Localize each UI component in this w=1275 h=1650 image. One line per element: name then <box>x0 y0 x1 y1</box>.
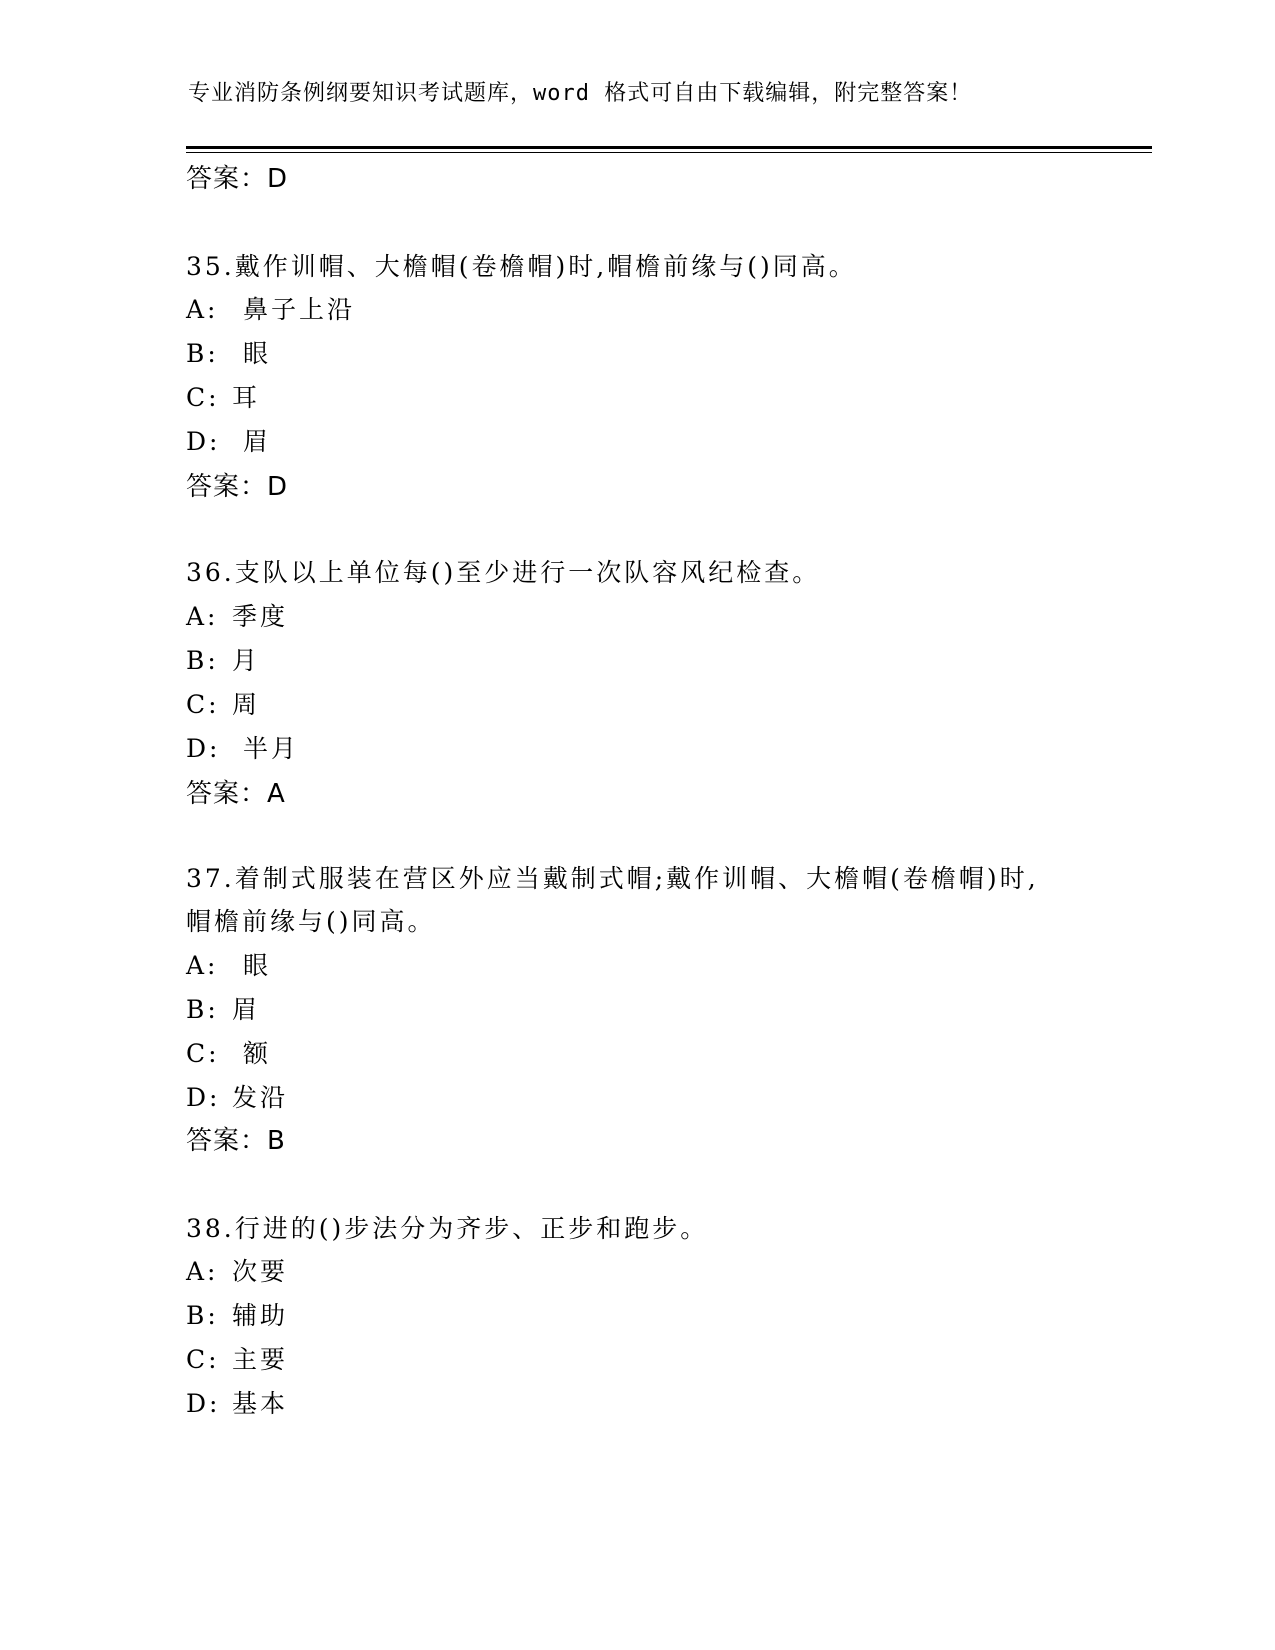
option-b <box>186 334 271 370</box>
option-label: D: <box>186 1389 221 1418</box>
option-a <box>186 290 355 326</box>
option-text: 半月 <box>232 734 299 763</box>
option-a <box>186 597 288 633</box>
option-text: 周 <box>232 690 261 719</box>
option-d <box>186 1384 288 1420</box>
option-text: 耳 <box>232 383 261 412</box>
option-label: B: <box>186 995 219 1024</box>
option-label: A: <box>186 951 219 980</box>
option-label: C: <box>186 1345 220 1374</box>
option-text: 主要 <box>232 1345 289 1374</box>
option-text: 月 <box>232 646 261 675</box>
option-c <box>186 1340 288 1376</box>
option-d <box>186 729 299 765</box>
option-text: 眼 <box>232 951 271 980</box>
option-text: 发沿 <box>232 1083 289 1112</box>
option-label: B: <box>186 646 219 675</box>
question-stem-continued: 帽檐前缘与()同高。 <box>186 907 436 936</box>
option-label: C: <box>186 383 220 412</box>
question-stem: 38.行进的()步法分为齐步、正步和跑步。 <box>186 1214 709 1243</box>
option-b <box>186 641 260 677</box>
option-label: B: <box>186 339 219 368</box>
option-label: A: <box>186 295 219 324</box>
option-c <box>186 378 260 414</box>
option-label: D: <box>186 1083 221 1112</box>
header-rule-thin <box>186 152 1152 153</box>
answer-line: 答案：A <box>186 779 286 809</box>
page-header: 专业消防条例纲要知识考试题库，word 格式可自由下载编辑，附完整答案！ <box>188 81 973 106</box>
option-b <box>186 990 260 1026</box>
option-b <box>186 1296 288 1332</box>
question-stem: 36.支队以上单位每()至少进行一次队容风纪检查。 <box>186 558 821 587</box>
answer-line: 答案：B <box>186 1126 286 1156</box>
option-text: 眉 <box>232 427 271 456</box>
question-stem: 37.着制式服装在营区外应当戴制式帽;戴作训帽、大檐帽(卷檐帽)时, <box>186 864 1039 893</box>
option-text: 眉 <box>232 995 261 1024</box>
option-d <box>186 422 271 458</box>
answer-line: 答案：D <box>186 472 289 502</box>
option-text: 次要 <box>232 1257 289 1286</box>
option-c <box>186 685 260 721</box>
option-d <box>186 1078 288 1114</box>
option-label: A: <box>186 602 219 631</box>
option-text: 鼻子上沿 <box>232 295 355 324</box>
option-a <box>186 1252 288 1288</box>
option-label: D: <box>186 734 221 763</box>
option-label: D: <box>186 427 221 456</box>
option-label: B: <box>186 1301 219 1330</box>
question-stem: 35.戴作训帽、大檐帽(卷檐帽)时,帽檐前缘与()同高。 <box>186 252 857 281</box>
option-text: 基本 <box>232 1389 289 1418</box>
option-text: 辅助 <box>232 1301 289 1330</box>
option-a <box>186 946 271 982</box>
option-label: C: <box>186 690 220 719</box>
answer-line: 答案：D <box>186 164 289 194</box>
header-rule-thick <box>186 146 1152 149</box>
option-text: 眼 <box>232 339 271 368</box>
option-label: C: <box>186 1039 220 1068</box>
option-text: 额 <box>232 1039 271 1068</box>
option-label: A: <box>186 1257 219 1286</box>
option-text: 季度 <box>232 602 289 631</box>
option-c <box>186 1034 271 1070</box>
